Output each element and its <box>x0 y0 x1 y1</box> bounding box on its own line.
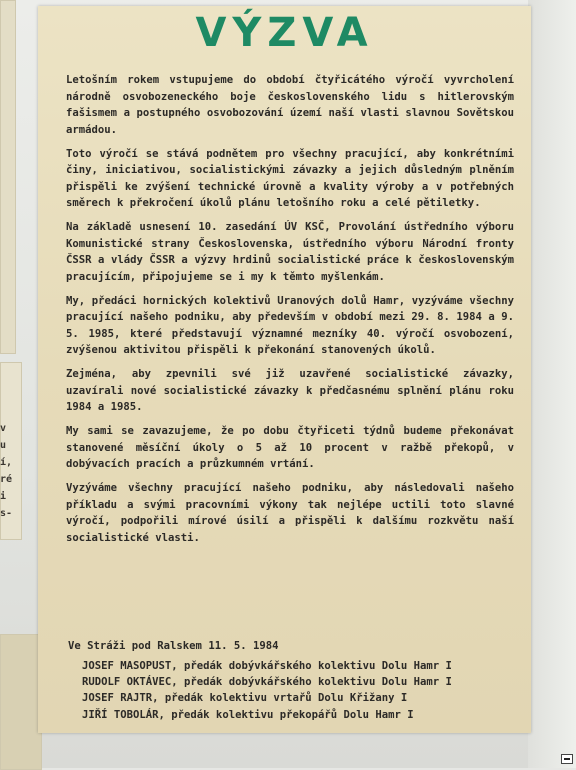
fragment-line: s- <box>0 508 13 519</box>
fragment-line: í, <box>0 457 13 468</box>
paragraph: My sami se zavazujeme, že po dobu čtyřiceti týdnů budeme překonávat stanovené měsíční úkoly o 5 až 10 procent v ražbě překopů, v dobývacích pracích a průzkumném vrtání. <box>66 425 514 471</box>
signature-line: JOSEF RAJTR, předák kolektivu vrtařů Dolu Křižany I <box>82 692 408 705</box>
fragment-line: i <box>0 491 7 502</box>
fragment-line: ré <box>0 474 13 485</box>
place-and-date: Ve Stráži pod Ralskem 11. 5. 1984 <box>68 640 279 652</box>
fragment-line: v <box>0 423 7 434</box>
signature-line: JOSEF MASOPUST, předák dobývkářského kolektivu Dolu Hamr I <box>82 660 452 672</box>
document-title: VÝZVA <box>195 10 374 56</box>
adjacent-clipping-text <box>0 420 20 522</box>
signature-line: RUDOLF OKTÁVEC, předák dobývkářského kolektivu Dolu Hamr I <box>82 676 452 689</box>
paragraph: Na základě usnesení 10. zasedání ÚV KSČ, Provolání ústředního výboru Komunistické strany Československa, ústředního výboru Národní fronty ČSSR a vlády ČSSR a výzvy hrdinů socialistické práce k československým pracujícím, připojujeme se i my k těmto myšlenkám. <box>66 221 514 283</box>
paragraph: Zejména, aby zpevnili své již uzavřené socialistické závazky, uzavírali nové socialistické závazky k předčasnému splnění plánu roku 1984 a 1985. <box>66 368 514 414</box>
document-body <box>66 72 514 554</box>
paragraph: My, předáci hornických kolektivů Uranových dolů Hamr, vyzýváme všechny pracující našeho podniku, aby především v období mezi 29. 8. 1984 a 9. 5. 1985, které představují významné mezníky 40. výročí osvobození, zvýšenou aktivitou přispěli k překonání stanovených úkolů. <box>66 294 514 357</box>
signature-line: JIŘÍ TOBOLÁR, předák kolektivu překopářů Dolu Hamr I <box>82 708 414 721</box>
board-edge <box>528 0 576 768</box>
signature-list <box>82 658 530 723</box>
adjacent-clipping-bottom <box>0 634 42 770</box>
fragment-line: u <box>0 440 7 451</box>
paragraph: Letošním rokem vstupujeme do období čtyřicátého výročí vyvrcholení národně osvobozeneckého boje československého lidu s hitlerovským fašismem a postupného osvobozování území naší vlasti slavnou Sovětskou armádou. <box>66 74 514 136</box>
paragraph: Toto výročí se stává podnětem pro všechny pracující, aby konkrétními činy, iniciativou, socialistickými závazky a jejich důsledným plněním přispěli ke zvýšení technické úrovně a kvality výroby a v potřebných směrech k překročení úkolů plánu letošního roku a celé pětiletky. <box>66 147 514 210</box>
newspaper-clipping <box>38 6 531 733</box>
viewer-corner-icon <box>561 754 573 764</box>
paragraph: Vyzýváme všechny pracující našeho podniku, aby následovali našeho příkladu a svými pracovními výkony tak nejlépe uctili toto slavné výročí, podpořili mírové úsilí a přispěli k dalšímu rozkvětu naší socialistické vlasti. <box>66 482 514 544</box>
adjacent-clipping-top <box>0 0 16 354</box>
